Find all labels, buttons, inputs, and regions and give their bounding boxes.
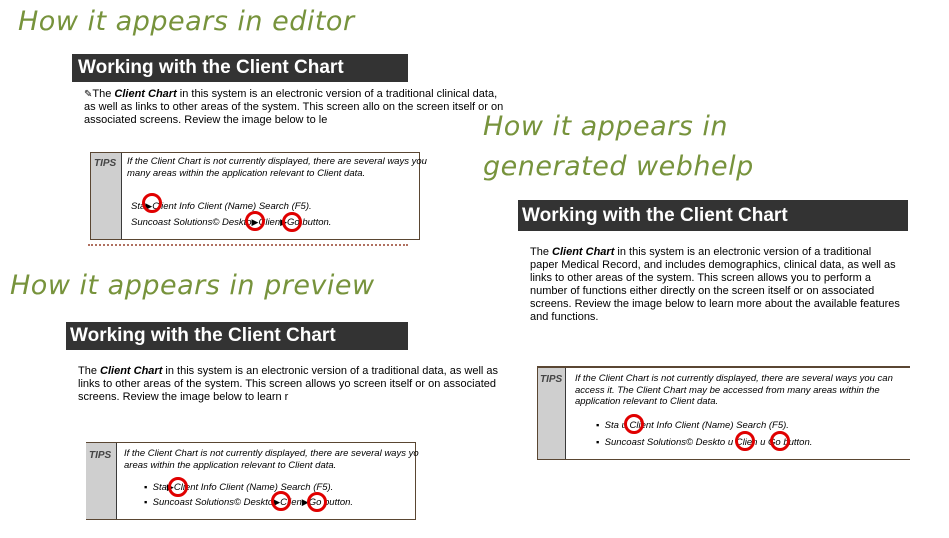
tips-box [86, 442, 419, 520]
preview-panel [66, 322, 499, 522]
arrow-icon: ▶ [280, 217, 288, 227]
arrow-icon: ▶ [301, 497, 309, 507]
highlight-ring [282, 212, 302, 232]
arrow-icon: u [760, 437, 766, 448]
intro-paragraph: ✎The Client Chart in this system is an electronic version of a traditional clinical data, as well as links to other areas of the system. This screen allo on the screen itself or on associated screens. Review the image below to le [84, 88, 504, 126]
bullet-start: Sta▶Client Info Client (Name) Search (F5). [131, 201, 312, 212]
tips-text: If the Client Chart is not currently displayed, there are several ways you can access it. The Client Chart may be accessed from many areas within the application relevant to Client data. [575, 373, 893, 407]
highlight-ring [735, 431, 755, 451]
arrow-icon: ▶ [273, 497, 281, 507]
highlight-ring [621, 414, 644, 434]
tips-label: TIPS [94, 158, 117, 169]
tips-box [537, 366, 910, 460]
highlight-ring [307, 492, 327, 512]
intro-paragraph: The Client Chart in this system is an electronic version of a traditional data, as well as links to other areas of the system. This screen allows yo screen itself or on associated screens. Review the image below to learn r [78, 365, 499, 403]
arrow-icon: u [727, 437, 734, 448]
caption-preview: How it appears in preview [10, 270, 375, 301]
bullet-suncoast: Suncoast Solutions© Deskto▶Clien▶Go button. [131, 217, 332, 228]
highlight-ring [168, 477, 188, 497]
tips-text: If the Client Chart is not currently displayed, there are several ways yo areas within the application relevant to Client data. [124, 448, 419, 471]
tips-label: TIPS [540, 374, 563, 385]
arrow-icon: ▶ [166, 482, 174, 492]
editor-panel [72, 52, 504, 252]
highlight-ring [142, 193, 162, 213]
page-heading: Working with the Client Chart [66, 322, 408, 350]
bullet-suncoast: ▪ Suncoast Solutions© Deskto▶Clien▶Go button. [144, 497, 354, 508]
intro-paragraph: The Client Chart in this system is an electronic version of a traditional paper Medical Record, and includes demographics, clinical data, as well as links to other areas of the system. This screen allows you to perform a number of functions either directly on the screen itself or on associated screens. Review the image below to learn more about the available features and functions. [530, 246, 900, 323]
tips-text: If the Client Chart is not currently displayed, there are several ways you many areas within the application relevant to Client data. [127, 156, 427, 179]
tips-label: TIPS [89, 450, 112, 461]
highlight-ring [770, 431, 790, 451]
bullet-start: ▪ Sta u Client Info Client (Name) Search (F5). [596, 420, 789, 431]
webhelp-panel [518, 200, 910, 465]
bullet-start: ▪ Sta▶Client Info Client (Name) Search (F5). [144, 482, 334, 493]
page-heading: Working with the Client Chart [72, 54, 408, 82]
edit-marker-icon: ✎ [84, 89, 93, 100]
highlight-ring [271, 491, 291, 511]
caption-editor: How it appears in editor [18, 6, 355, 37]
arrow-icon: ▶ [145, 201, 153, 211]
highlight-ring [245, 211, 265, 231]
arrow-icon: u [621, 420, 627, 431]
caption-webhelp-line1: How it appears in [483, 111, 729, 142]
bullet-suncoast: ▪ Suncoast Solutions© Deskto u Clien u Go button. [596, 437, 813, 448]
editor-dotted-border [88, 244, 408, 246]
arrow-icon: ▶ [251, 217, 259, 227]
caption-webhelp-line2: generated webhelp [483, 151, 754, 182]
page-heading: Working with the Client Chart [518, 200, 908, 231]
